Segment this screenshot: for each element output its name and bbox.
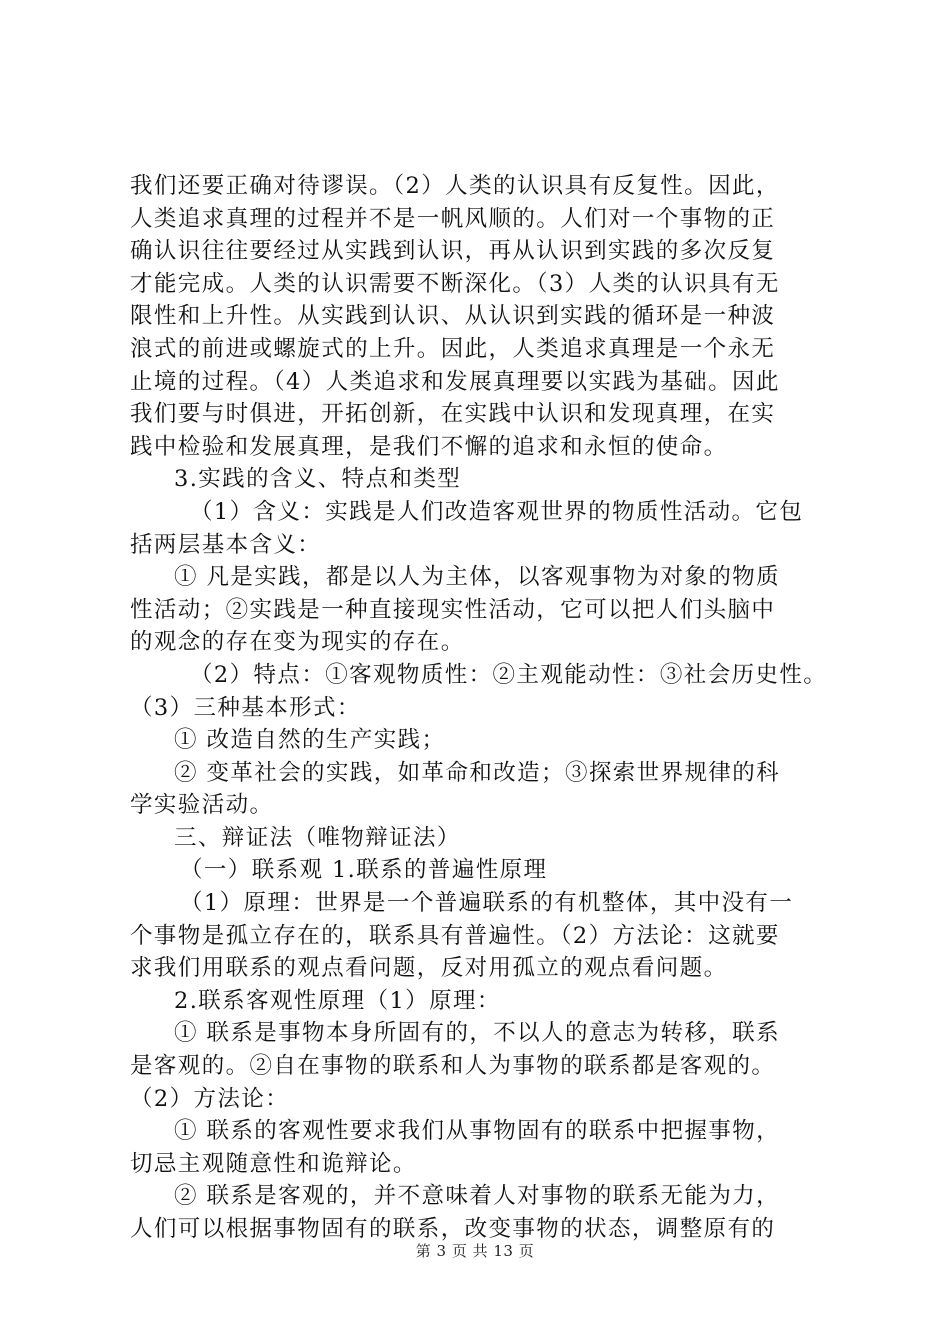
document-body xyxy=(130,170,830,1246)
text-line: 人类追求真理的过程并不是一帆风顺的。人们对一个事物的正 xyxy=(130,205,776,232)
text-line: ① 联系是事物本身所固有的，不以人的意志为转移，联系 xyxy=(174,1020,781,1047)
text-line: 求我们用联系的观点看问题，反对用孤立的观点看问题。 xyxy=(130,955,728,982)
text-line: 践中检验和发展真理，是我们不懈的追求和永恒的使命。 xyxy=(130,433,728,460)
text-line: 括两层基本含义： xyxy=(130,531,322,558)
text-line: ② 联系是客观的，并不意味着人对事物的联系无能为力， xyxy=(174,1183,781,1210)
text-line: 性活动；②实践是一种直接现实性活动，它可以把人们头脑中 xyxy=(130,596,776,623)
page-number-footer: 第 3 页 共 13 页 xyxy=(415,1242,535,1260)
text-line: 限性和上升性。从实践到认识、从认识到实践的循环是一种波 xyxy=(130,303,776,330)
text-line: ① 凡是实践，都是以人为主体，以客观事物为对象的物质 xyxy=(174,564,781,591)
text-line: 止境的过程。（4）人类追求和发展真理要以实践为基础。因此 xyxy=(130,368,780,395)
text-line: （1）含义：实践是人们改造客观世界的物质性活动。它包 xyxy=(190,498,804,525)
text-line: （2）特点：①客观物质性：②主观能动性：③社会历史性。 xyxy=(190,661,828,688)
text-line: 我们要与时俱进，开拓创新，在实践中认识和发现真理，在实 xyxy=(130,401,776,428)
text-line: ① 联系的客观性要求我们从事物固有的联系中把握事物， xyxy=(174,1118,781,1145)
text-line: 是客观的。②自在事物的联系和人为事物的联系都是客观的。 xyxy=(130,1053,776,1080)
text-line: 浪式的前进或螺旋式的上升。因此，人类追求真理是一个永无 xyxy=(130,335,776,362)
text-line: 个事物是孤立存在的，联系具有普遍性。（2）方法论：这就要 xyxy=(130,922,780,949)
text-line: ② 变革社会的实践，如革命和改造；③探索世界规律的科 xyxy=(174,759,781,786)
section-heading: （一）联系观 1.联系的普遍性原理 xyxy=(180,857,548,884)
text-line: （3）三种基本形式： xyxy=(130,694,361,721)
text-line: 的观念的存在变为现实的存在。 xyxy=(130,629,465,656)
text-line: 才能完成。人类的认识需要不断深化。（3）人类的认识具有无 xyxy=(130,270,780,297)
text-line: 确认识往往要经过从实践到认识，再从认识到实践的多次反复 xyxy=(130,238,776,265)
text-line: （1）原理：世界是一个普遍联系的有机整体，其中没有一 xyxy=(180,890,794,917)
section-heading: 三、辩证法（唯物辩证法） xyxy=(174,824,461,851)
text-line: ① 改造自然的生产实践； xyxy=(174,727,446,754)
section-heading: 3.实践的含义、特点和类型 xyxy=(174,466,462,493)
text-line: （2）方法论： xyxy=(130,1085,290,1112)
text-line: 切忌主观随意性和诡辩论。 xyxy=(130,1150,417,1177)
text-line: 人们可以根据事物固有的联系，改变事物的状态，调整原有的 xyxy=(130,1216,776,1242)
text-line: 学实验活动。 xyxy=(130,792,274,819)
section-heading: 2.联系客观性原理（1）原理： xyxy=(174,987,501,1014)
text-line: 我们还要正确对待谬误。（2）人类的认识具有反复性。因此， xyxy=(130,173,780,199)
